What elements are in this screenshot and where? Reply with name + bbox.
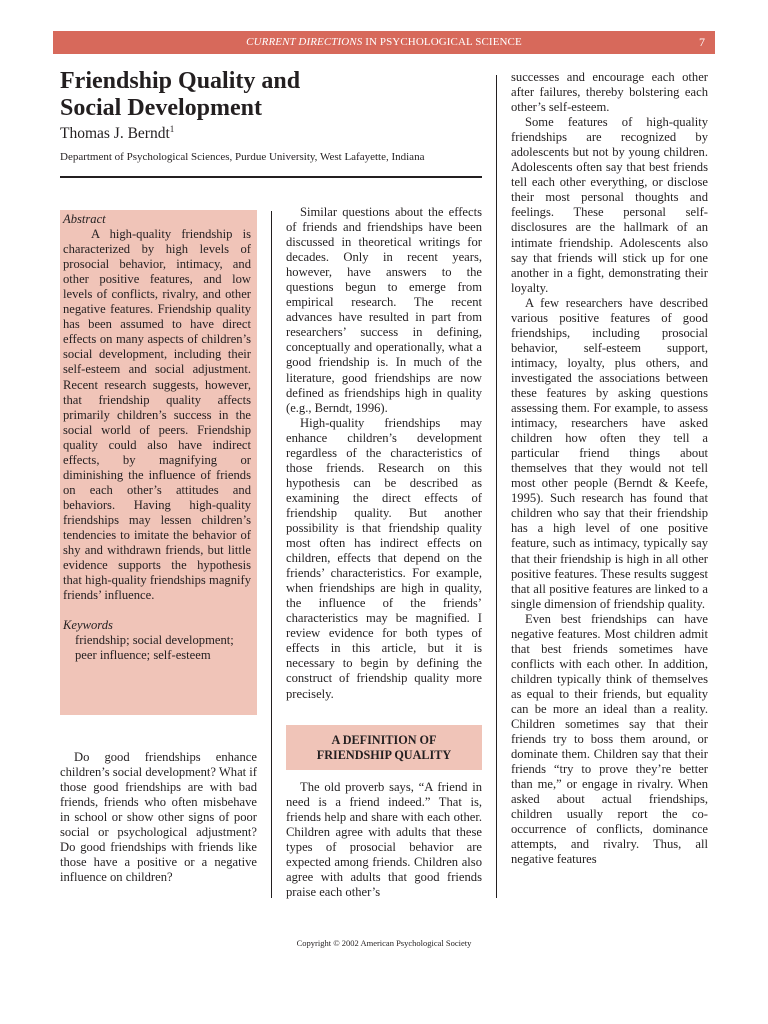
column-divider-1: [271, 211, 272, 898]
column-2-paragraph-2: High-quality friendships may enhance children’s development regardless of the characteristics of those friends. Research on this hypothesis can be described as examining the direct effects of friendship quality. But another possibility is that friendship quality most often has indirect effects on children, effects that depend on the friends’ characteristics. For example, when friendships are high in quality, the influence of the friends’ characteristics may be magnified. I review evidence for both types of effects in this article, but it is necessary to begin by defining the construct of friendship quality more precisely.: [286, 415, 482, 701]
column-3-paragraph-1: successes and encourage each other after failures, thereby bolstering each other’s self-esteem.: [511, 70, 708, 115]
author-affiliation: Department of Psychological Sciences, Purdue University, West Lafayette, Indiana: [60, 151, 425, 163]
column-2: [286, 205, 482, 702]
column-2-paragraph-1: Similar questions about the effects of friends and friendships have been discussed in theoretical writings for decades. Only in recent years, however, have answers to the questions begun to emerge from empirical research. The recent advances have resulted in part from researchers’ success in defining, conceptually and operationally, what a good friendship is. In much of the literature, good friendships are now defined as friendships high in quality (e.g., Berndt, 1996).: [286, 205, 482, 415]
article-title: [60, 68, 480, 122]
title-line-2: Social Development: [60, 95, 262, 121]
column-1-intro: [60, 750, 257, 885]
section-heading: A DEFINITION OF FRIENDSHIP QUALITY: [286, 725, 482, 770]
keywords-text: friendship; social development; peer influence; self-esteem: [75, 633, 234, 663]
column-3-paragraph-4: Even best friendships can have negative features. Most children admit that best friends sometimes have conflicts with each other. In addition, children typically think of themselves as equal to their friends, but equality can be more an ideal than a reality. Children sometimes say that their friends try to boss them around, or dominate them. Children say that their friends “try to prove they’re better than me,” or engage in rivalry. When asked about actual friendships, children usually report the co-occurrence of conflicts, dominance attempts, and rivalry. Thus, all negative features: [511, 611, 708, 867]
page-number: 7: [699, 35, 705, 49]
abstract-text: A high-quality friendship is characterized by high levels of prosocial behavior, intimacy, and other positive features, and low levels of conflicts, rivalry, and other negative features. Friendship quality has been assumed to have direct effects on many aspects of children’s social development, including their self-esteem and social adjustment. Recent research suggests, however, that friendship quality affects primarily children’s success in the social world of peers. Friendship quality could also have indirect effects, by magnifying or diminishing the influence of friends on each other’s attitudes and behaviors. Having high-quality friendships may lessen children’s tendencies to imitate the behavior of shy and withdrawn friends, but little evidence supports the hypothesis that high-quality friendships magnify friends’ influence.: [63, 227, 251, 603]
author-name: Thomas J. Berndt$^1$: [60, 124, 175, 143]
journal-name: CURRENT DIRECTIONS IN PSYCHOLOGICAL SCIENCE: [246, 36, 522, 48]
copyright-footer: Copyright © 2002 American Psychological Society: [296, 938, 472, 948]
column-2-paragraph-3: The old proverb says, “A friend in need is a friend indeed.” That is, friends help and share with each other. Children agree with adults that these types of prosocial behavior are expected among friends. Children also agree with adults that good friends praise each other’s: [286, 780, 482, 900]
column-2-lower: [286, 780, 482, 900]
title-divider: [60, 176, 482, 178]
abstract-label: Abstract: [63, 212, 106, 226]
keywords-label: Keywords: [63, 618, 113, 633]
running-header: [53, 31, 715, 54]
column-3-paragraph-3: A few researchers have described various positive features of good friendships, including prosocial behavior, self-esteem support, intimacy, loyalty, plus others, and investigated the associations between these features by asking questions assessing them. For example, to assess intimacy, researchers have asked children how often they tell a particular friend things about themselves that they would not tell most other people (Berndt & Keefe, 1995). Such research has found that children who say that their friendship has a high level of one positive feature, such as intimacy, typically say that their friendship is high in all other positive features. These results suggest that all positive features are linked to a single dimension of friendship quality.: [511, 295, 708, 611]
title-line-1: Friendship Quality and: [60, 68, 301, 94]
abstract-box: [60, 210, 257, 715]
column-3: [511, 70, 708, 867]
column-3-paragraph-2: Some features of high-quality friendships are recognized by adolescents but not by young children. Adolescents often say that best friends tell each other everything, or disclose their most personal thoughts and feelings. These personal self-disclosures are the hallmark of an intimate friendship. Adolescents also say that friends will stick up for one another in a fight, demonstrating their loyalty.: [511, 115, 708, 295]
author-footnote-mark: 1: [169, 124, 175, 134]
column-divider-2: [496, 75, 497, 898]
intro-paragraph: Do good friendships enhance children’s social development? What if those good friendships are with bad friends, friends who often misbehave in school or show other signs of poor social or psychological adjustment? Do good friendships with friends like those have a positive or a negative influence on children?: [60, 750, 258, 885]
